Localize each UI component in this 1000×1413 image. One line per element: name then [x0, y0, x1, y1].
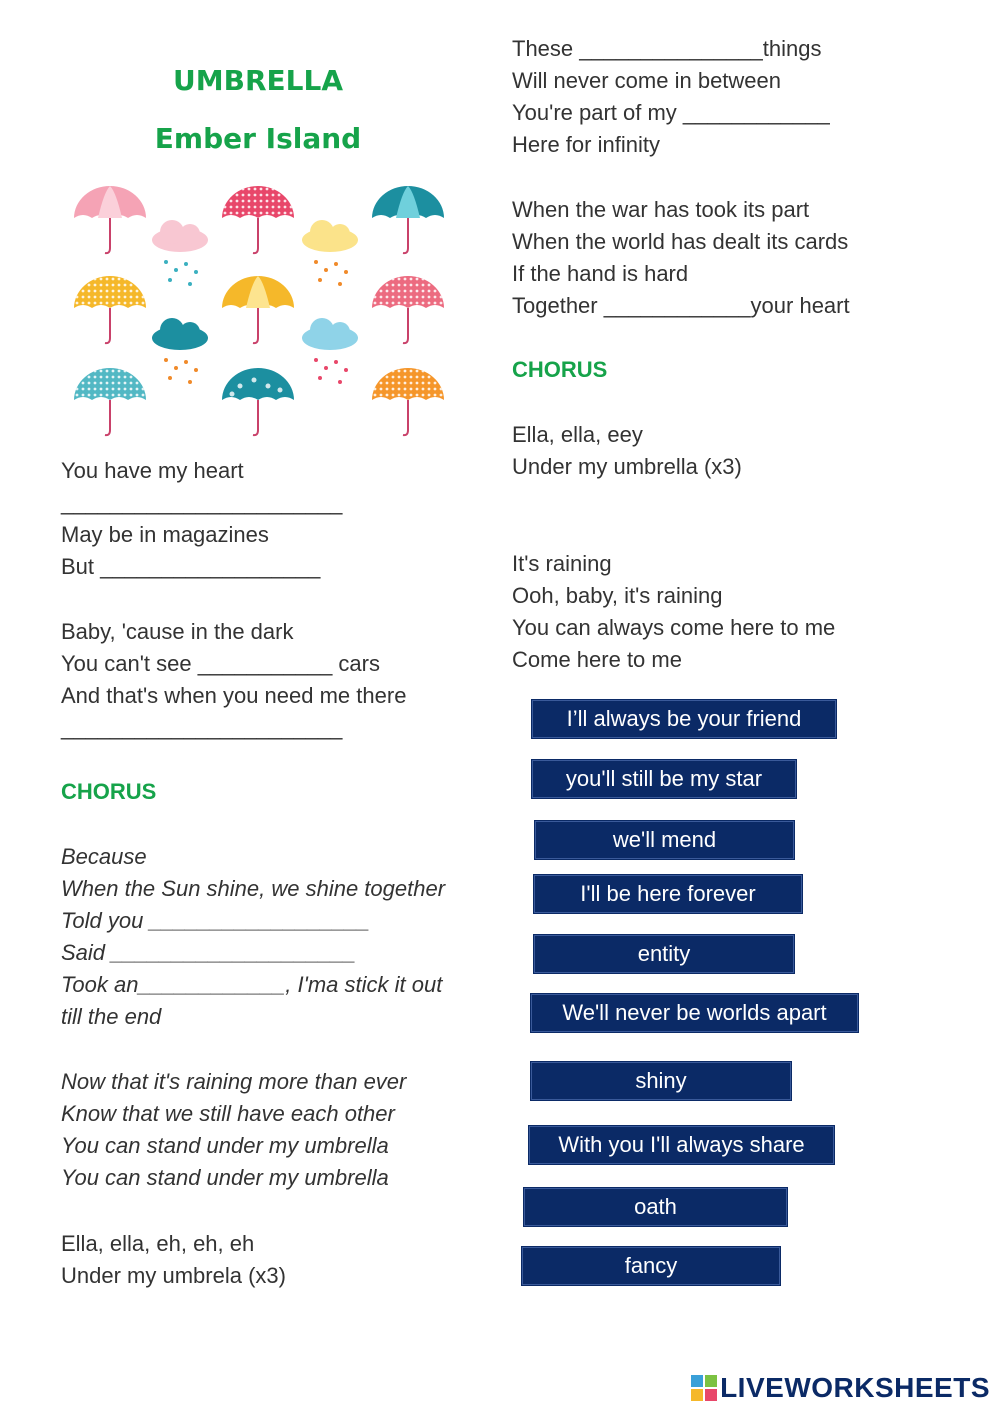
answer-chip[interactable]: We'll never be worlds apart	[530, 993, 859, 1033]
lyric-line: And that's when you need me there	[61, 683, 407, 708]
lyric-line[interactable]: Took an____________, I'ma stick it out	[61, 972, 443, 997]
lyric-line: Because	[61, 844, 147, 869]
left-chorus	[61, 841, 445, 1033]
lyric-line: Ooh, baby, it's raining	[512, 583, 723, 608]
lyric-line: You have my heart	[61, 458, 244, 483]
right-verse-1	[512, 33, 830, 161]
umbrella-icon	[74, 368, 146, 435]
lyric-line: Ella, ella, eey	[512, 422, 643, 447]
rain-cloud-icon	[152, 220, 208, 286]
lyric-blank[interactable]: _______________________	[61, 715, 343, 740]
right-chorus	[512, 419, 742, 483]
liveworksheets-logo[interactable]	[690, 1372, 990, 1404]
umbrella-icon	[222, 276, 294, 343]
lyric-line[interactable]: Told you __________________	[61, 908, 370, 933]
logo-text: LIVEWORKSHEETS	[720, 1372, 990, 1403]
lyric-line[interactable]: You can't see ___________ cars	[61, 651, 380, 676]
lyric-line: Come here to me	[512, 647, 682, 672]
answer-chip[interactable]: oath	[523, 1187, 788, 1227]
lyric-line: When the war has took its part	[512, 197, 810, 222]
lyric-line[interactable]: But __________________	[61, 554, 321, 579]
lyric-blank[interactable]: _______________________	[61, 490, 343, 515]
umbrella-icon	[372, 186, 444, 253]
umbrella-icon	[372, 368, 444, 435]
answer-chip[interactable]: I'll be here forever	[533, 874, 803, 914]
lyric-line: You can stand under my umbrella	[61, 1133, 389, 1158]
answer-chip[interactable]: With you I'll always share	[528, 1125, 835, 1165]
lyric-line: Under my umbrella (x3)	[512, 454, 742, 479]
lyric-line: If the hand is hard	[512, 261, 689, 286]
answer-chip[interactable]: entity	[533, 934, 795, 974]
answer-chip[interactable]: I’ll always be your friend	[531, 699, 837, 739]
rain-cloud-icon	[302, 318, 358, 384]
right-verse-3	[512, 548, 835, 676]
lyric-line: Baby, 'cause in the dark	[61, 619, 294, 644]
left-verse-3	[61, 1066, 406, 1194]
lyric-line: Under my umbrela (x3)	[61, 1263, 286, 1288]
left-verse-1	[61, 455, 342, 583]
lyric-line: You can always come here to me	[512, 615, 836, 640]
lyric-line[interactable]: These _______________things	[512, 36, 822, 61]
lyric-line: till the end	[61, 1004, 162, 1029]
lyric-line: Ella, ella, eh, eh, eh	[61, 1231, 255, 1256]
lyric-line: It's raining	[512, 551, 612, 576]
left-verse-2	[61, 616, 406, 744]
lyric-line: You can stand under my umbrella	[61, 1165, 389, 1190]
artist-name: Ember Island	[154, 122, 362, 155]
liveworksheets-logo-icon	[690, 1374, 718, 1402]
lyric-line: Know that we still have each other	[61, 1101, 395, 1126]
umbrella-icon	[222, 186, 294, 253]
lyric-line[interactable]: You're part of my ____________	[512, 100, 830, 125]
lyric-line: May be in magazines	[61, 522, 269, 547]
lyric-line: Here for infinity	[512, 132, 660, 157]
umbrella-icon	[74, 276, 146, 343]
chorus-heading: CHORUS	[61, 779, 157, 804]
rain-cloud-icon	[152, 318, 208, 384]
song-title: UMBRELLA	[173, 64, 343, 97]
umbrella-illustration	[60, 172, 456, 444]
answer-chip[interactable]: you'll still be my star	[531, 759, 797, 799]
lyric-line[interactable]: Together ____________your heart	[512, 293, 850, 318]
lyric-line[interactable]: Said ____________________	[61, 940, 356, 965]
right-verse-2	[512, 194, 850, 322]
chorus-heading: CHORUS	[512, 357, 608, 382]
lyric-line: When the Sun shine, we shine together	[61, 876, 446, 901]
answer-chip[interactable]: we'll mend	[534, 820, 795, 860]
rain-cloud-icon	[302, 220, 358, 286]
umbrella-icon	[222, 368, 294, 435]
answer-chip[interactable]: shiny	[530, 1061, 792, 1101]
lyric-line: When the world has dealt its cards	[512, 229, 849, 254]
lyric-line: Will never come in between	[512, 68, 782, 93]
lyric-line: Now that it's raining more than ever	[61, 1069, 407, 1094]
umbrella-icon	[372, 276, 444, 343]
umbrella-icon	[74, 186, 146, 253]
answer-chip[interactable]: fancy	[521, 1246, 781, 1286]
left-outro	[61, 1228, 286, 1292]
